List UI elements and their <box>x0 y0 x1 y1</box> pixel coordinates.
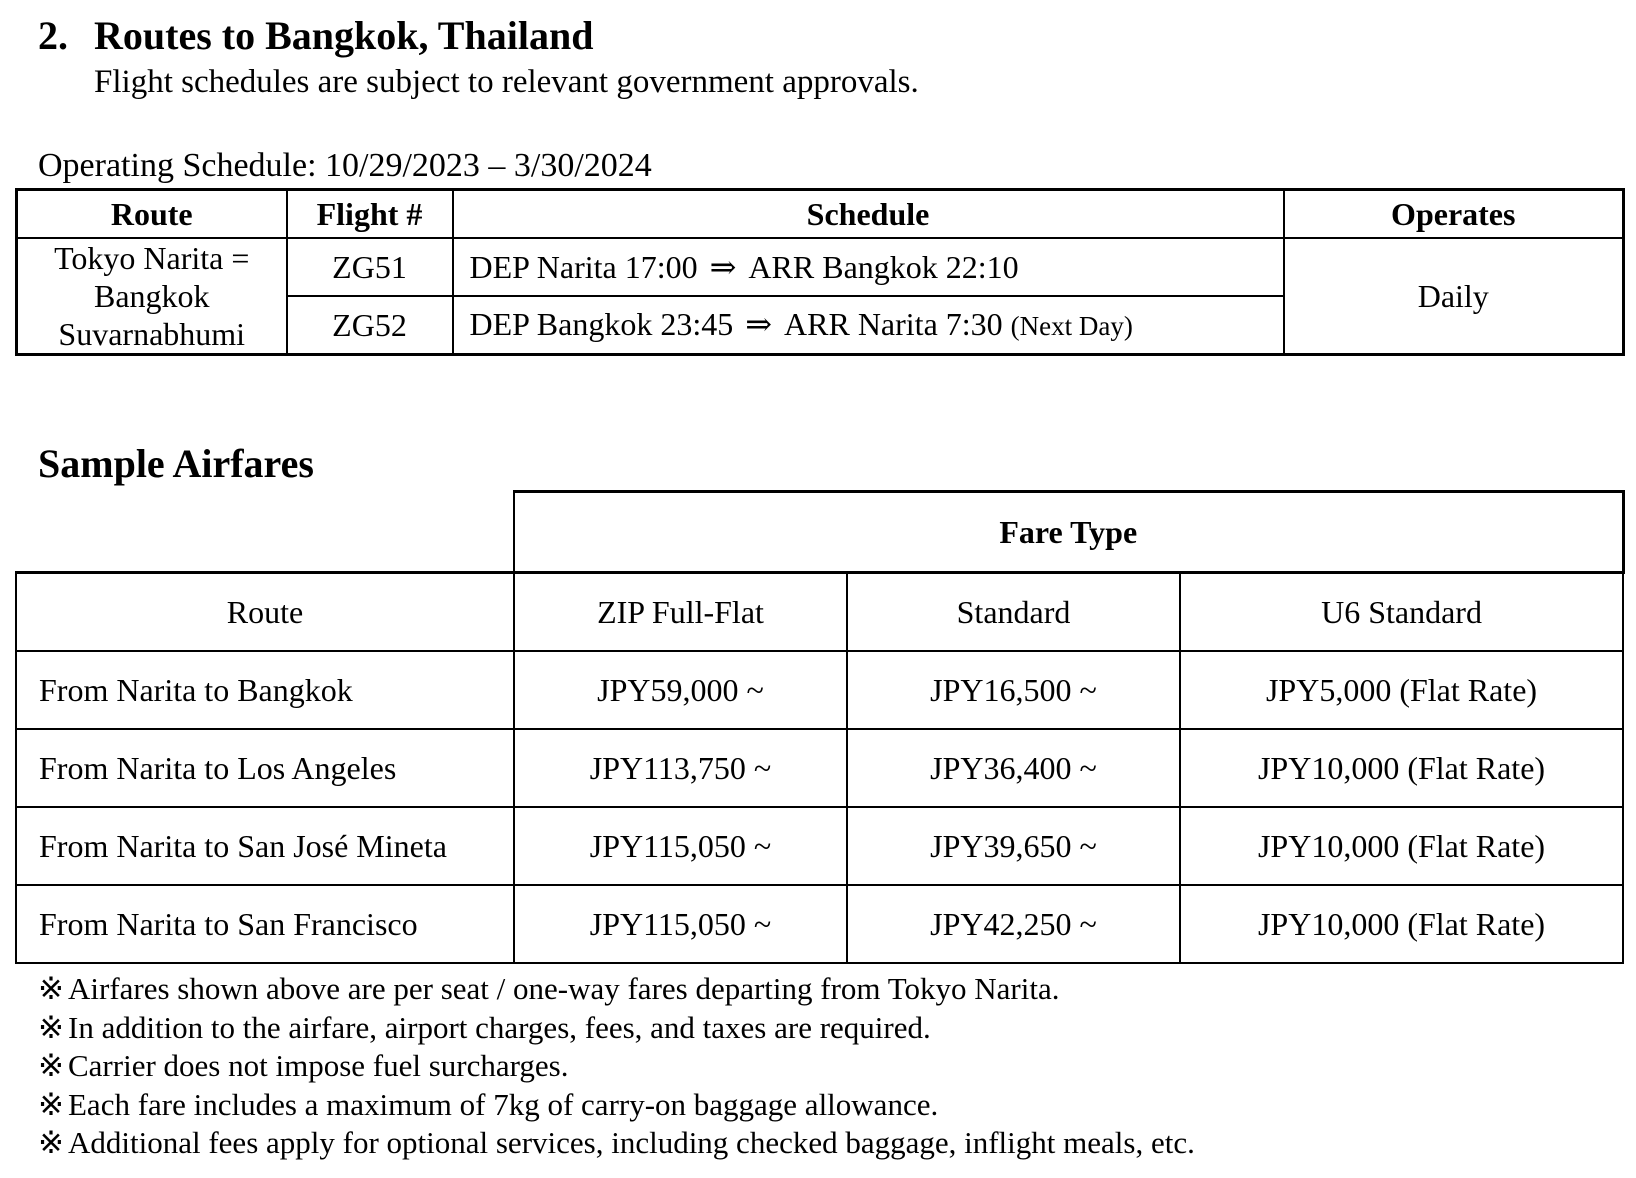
fare-route: From Narita to Los Angeles <box>16 729 514 807</box>
flight-schedule <box>453 296 1284 355</box>
fare-u6-standard: JPY10,000 (Flat Rate) <box>1180 729 1623 807</box>
header-schedule: Schedule <box>453 190 1284 239</box>
fare-zip-full-flat: JPY59,000 ~ <box>514 651 847 729</box>
fare-zip-full-flat: JPY115,050 ~ <box>514 885 847 963</box>
departure: DEP Narita 17:00 <box>469 249 698 285</box>
note-text: In addition to the airfare, airport charges, fees, and taxes are required. <box>68 1009 931 1045</box>
departure: DEP Bangkok 23:45 <box>469 306 734 342</box>
route-line: Tokyo Narita = <box>54 240 250 276</box>
route-cell <box>17 238 287 355</box>
route-line: Suvarnabhumi <box>58 316 246 352</box>
fare-zip-full-flat: JPY113,750 ~ <box>514 729 847 807</box>
fare-table <box>15 490 1625 964</box>
header-zip-full-flat: ZIP Full-Flat <box>514 573 847 652</box>
schedule-header-row <box>17 190 1624 239</box>
arrival: ARR Narita 7:30 <box>784 306 1003 342</box>
fare-standard: JPY36,400 ~ <box>847 729 1180 807</box>
note-text: Additional fees apply for optional services, including checked baggage, inflight meals, etc. <box>68 1125 1195 1160</box>
flight-number: ZG51 <box>287 238 453 296</box>
route-line: Bangkok <box>93 278 210 314</box>
fare-row <box>16 729 1623 807</box>
fare-type-header: Fare Type <box>514 492 1623 573</box>
fare-notes <box>38 970 1195 1163</box>
note-item <box>38 970 1195 1009</box>
reference-mark-icon: ※ <box>38 1048 64 1083</box>
fare-route: From Narita to San José Mineta <box>16 807 514 885</box>
approval-notice: Flight schedules are subject to relevant government approvals. <box>94 64 919 100</box>
fare-standard: JPY16,500 ~ <box>847 651 1180 729</box>
fare-type-row <box>16 492 1623 573</box>
header-route: Route <box>16 573 514 652</box>
reference-mark-icon: ※ <box>38 1125 64 1160</box>
header-flight: Flight # <box>287 190 453 239</box>
note-text: Carrier does not impose fuel surcharges. <box>68 1048 569 1083</box>
fare-columns-row <box>16 573 1623 652</box>
blank-cell <box>16 492 514 573</box>
fare-route: From Narita to San Francisco <box>16 885 514 963</box>
operating-schedule: Operating Schedule: 10/29/2023 – 3/30/2024 <box>38 147 652 184</box>
fare-row <box>16 807 1623 885</box>
next-day-note: (Next Day) <box>1010 311 1133 341</box>
note-item <box>38 1124 1195 1163</box>
sample-airfares-title: Sample Airfares <box>38 441 314 486</box>
header-standard: Standard <box>847 573 1180 652</box>
fare-standard: JPY39,650 ~ <box>847 807 1180 885</box>
arrival: ARR Bangkok 22:10 <box>748 249 1019 285</box>
fare-u6-standard: JPY10,000 (Flat Rate) <box>1180 885 1623 963</box>
right-arrow-icon: ⇒ <box>745 306 773 342</box>
note-item <box>38 1009 1195 1048</box>
right-arrow-icon: ⇒ <box>709 249 737 285</box>
fare-zip-full-flat: JPY115,050 ~ <box>514 807 847 885</box>
note-text: Each fare includes a maximum of 7kg of carry-on baggage allowance. <box>68 1086 939 1122</box>
flight-schedule <box>453 238 1284 296</box>
flight-number: ZG52 <box>287 296 453 355</box>
fare-row <box>16 885 1623 963</box>
reference-mark-icon: ※ <box>38 1086 64 1122</box>
header-u6-standard: U6 Standard <box>1180 573 1623 652</box>
note-text: Airfares shown above are per seat / one-way fares departing from Tokyo Narita. <box>68 971 1060 1006</box>
header-route: Route <box>17 190 287 239</box>
operates-cell: Daily <box>1284 238 1624 355</box>
header-operates: Operates <box>1284 190 1624 239</box>
note-item <box>38 1086 1195 1125</box>
schedule-table <box>15 188 1625 356</box>
fare-standard: JPY42,250 ~ <box>847 885 1180 963</box>
section-number: 2. <box>38 13 68 58</box>
fare-u6-standard: JPY10,000 (Flat Rate) <box>1180 807 1623 885</box>
fare-u6-standard: JPY5,000 (Flat Rate) <box>1180 651 1623 729</box>
reference-mark-icon: ※ <box>38 971 64 1006</box>
fare-row <box>16 651 1623 729</box>
reference-mark-icon: ※ <box>38 1009 64 1045</box>
section-title: Routes to Bangkok, Thailand <box>94 13 594 58</box>
note-item <box>38 1047 1195 1086</box>
flight-row <box>17 238 1624 296</box>
fare-route: From Narita to Bangkok <box>16 651 514 729</box>
section-heading <box>38 12 593 60</box>
